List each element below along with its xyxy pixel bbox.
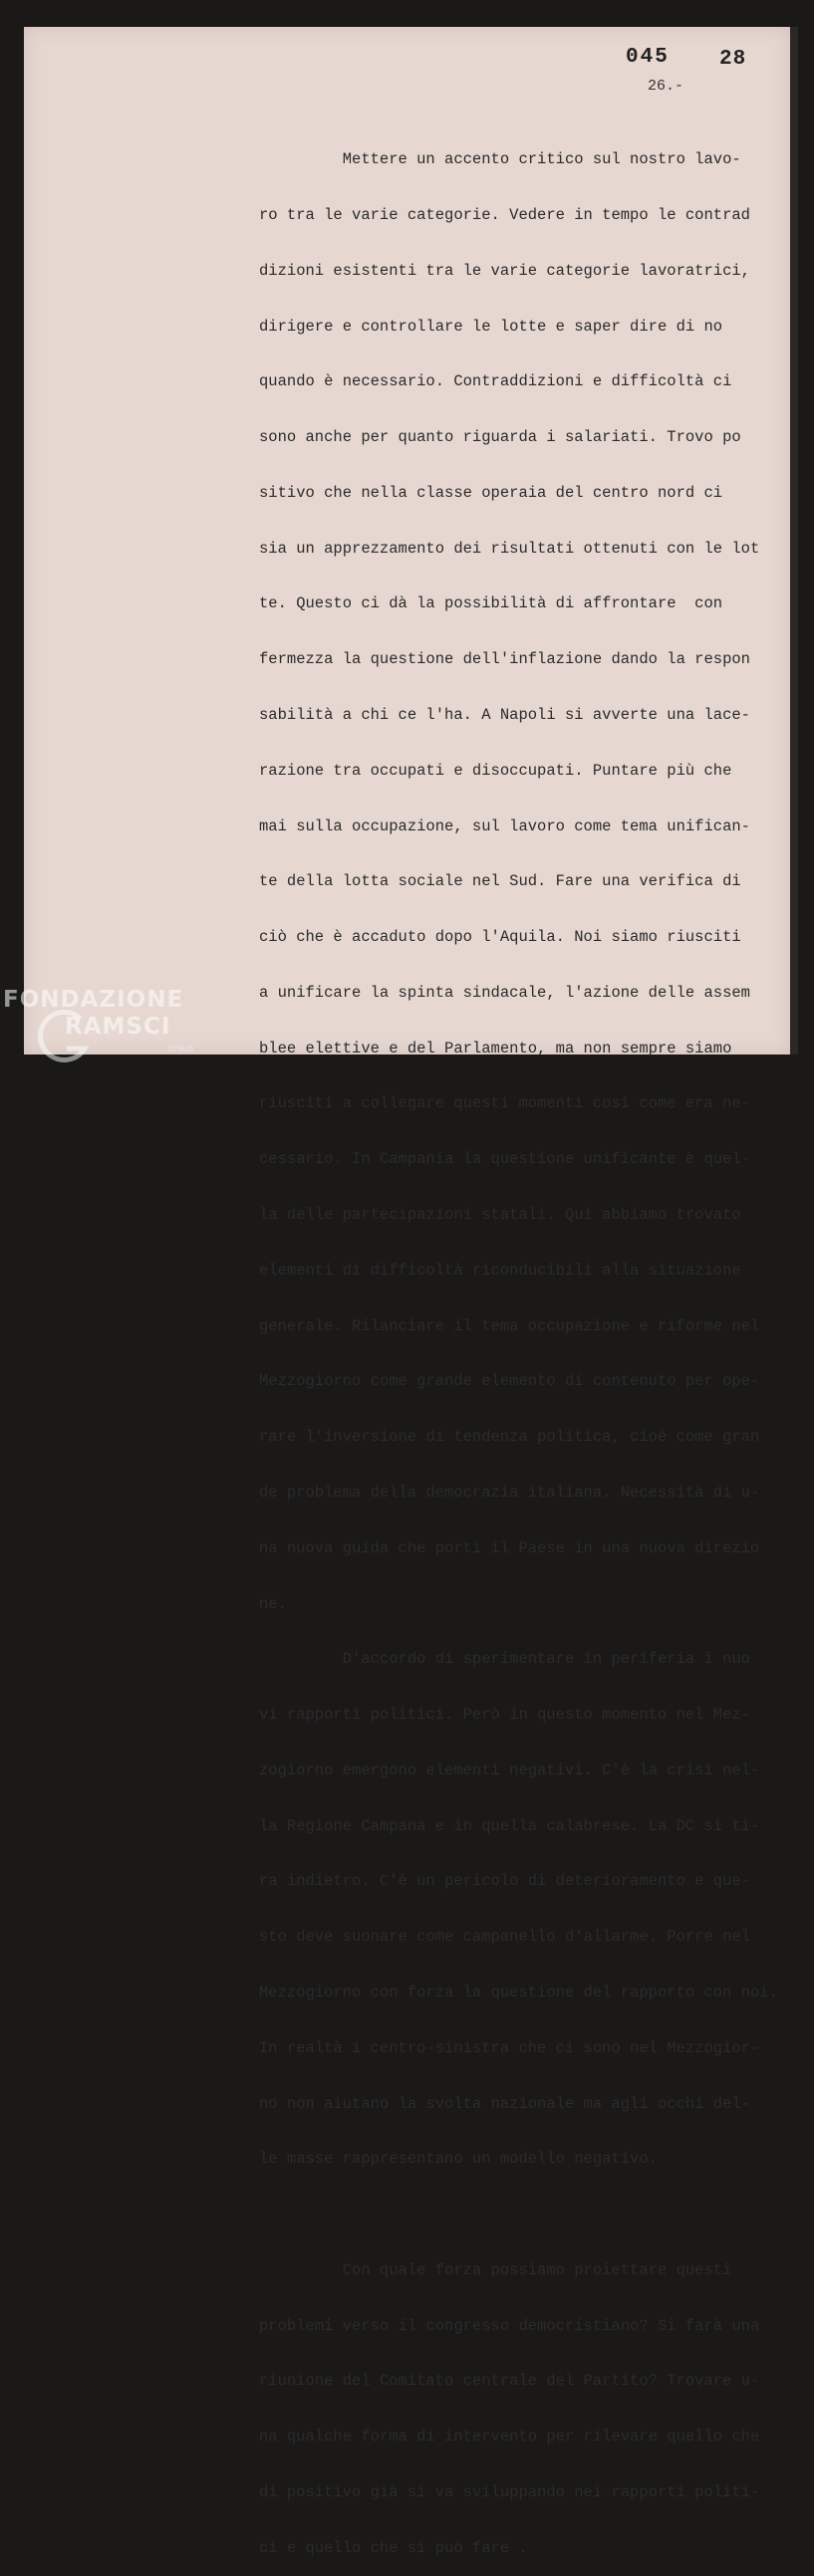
text-line: vi rapporti politici. Però in questo momento nel Mez- (259, 1706, 750, 1725)
text-line: la Regione Campana e in quella calabrese. La DC si ti- (259, 1816, 760, 1835)
text-line: na nuova guida che porti il Paese in una nuova direzio (259, 1538, 760, 1557)
text-line: riunione del Comitato centrale del Partito? Trovare u- (259, 2372, 760, 2391)
text-line: sto deve suonare come campanello d'allarme. Porre nel (259, 1928, 750, 1947)
text-line: sabilità a chi ce l'ha. A Napoli si avverte una lace- (259, 706, 750, 724)
text-line: blee elettive e del Parlamento, ma non sempre siamo (259, 1039, 732, 1057)
text-line: ro tra le varie categorie. Vedere in tempo le contrad (259, 205, 750, 224)
watermark-line2: RAMSCI (65, 1014, 171, 1040)
text-line: Con quale forza possiamo proiettare questi (259, 2260, 732, 2279)
page-edge (790, 27, 798, 1054)
text-line: ra indietro. C'è un pericolo di deterioramento e que- (259, 1872, 750, 1891)
text-line: na qualche forma di intervento per rilevare quello che (259, 2428, 760, 2447)
text-line: D'accordo di sperimentare in periferia i nuo (259, 1650, 750, 1669)
text-line: generale. Rilanciare il tema occupazione e riforme nel (259, 1316, 760, 1335)
text-line: Mettere un accento critico sul nostro lavo- (259, 150, 741, 169)
text-line: te della lotta sociale nel Sud. Fare una verifica di (259, 872, 741, 891)
text-line: ne. (259, 1594, 287, 1613)
text-line: sono anche per quanto riguarda i salariati. Trovo po (259, 428, 741, 447)
text-line: dizioni esistenti tra le varie categorie lavoratrici, (259, 261, 750, 280)
text-line: elementi di difficoltà riconducibili alla situazione (259, 1261, 741, 1280)
text-line: razione tra occupati e disoccupati. Puntare più che (259, 761, 732, 780)
fondazione-gramsci-watermark (3, 987, 212, 1066)
text-line: dirigere e controllare le lotte e saper dire di no (259, 317, 723, 336)
typed-body-text (259, 114, 787, 2576)
text-line: sia un apprezzamento dei risultati ottenuti con le lot (259, 539, 760, 558)
text-line: Mezzogiorno come grande elemento di contenuto per ope- (259, 1372, 760, 1391)
text-line: mai sulla occupazione, sul lavoro come tema unifican- (259, 817, 750, 835)
text-line: quando è necessario. Contraddizioni e difficoltà ci (259, 372, 732, 391)
text-line: ciò che è accaduto dopo l'Aquila. Noi siamo riusciti (259, 928, 741, 947)
text-line: ci e quello che si può fare . (259, 2538, 528, 2557)
text-line: riusciti a collegare questi momenti così come era ne- (259, 1094, 750, 1113)
text-line: rare l'inversione di tendenza politica, cioè come gran (259, 1428, 760, 1447)
text-line: le masse rappresentano un modello negativo. (259, 2150, 658, 2169)
text-line: Mezzogiorno con forza la questione del rapporto con noi. (259, 1983, 778, 2001)
text-line: sitivo che nella classe operaia del centro nord ci (259, 483, 723, 502)
page-number: 26.- (648, 78, 684, 95)
watermark-sub: onlus (167, 1044, 194, 1054)
watermark-line1: FONDAZIONE (3, 987, 184, 1013)
text-line: problemi verso il congresso democristiano? Si farà una (259, 2316, 760, 2335)
text-line: zogiorno emergono elementi negativi. C'è la crisi nel- (259, 1760, 760, 1779)
paragraph-gap (259, 2206, 787, 2225)
text-line: de problema della democrazia italiana. Necessità di u- (259, 1483, 760, 1502)
text-line: fermezza la questione dell'inflazione dando la respon (259, 650, 750, 669)
text-line: cessario. In Campania la questione unificante è quel- (259, 1150, 750, 1169)
text-line: te. Questo ci dà la possibilità di affrontare con (259, 594, 723, 613)
text-line: la delle partecipazioni statali. Qui abbiamo trovato (259, 1206, 741, 1225)
archive-number: 045 (626, 46, 670, 69)
text-line: In realtà i centro-sinistra che ci sono nel Mezzogior- (259, 2038, 760, 2057)
text-line: a unificare la spinta sindacale, l'azione delle assem (259, 983, 750, 1002)
text-line: di positivo già si va sviluppando nei rapporti politi- (259, 2483, 760, 2501)
folio-number: 28 (719, 48, 747, 71)
text-line: no non aiutano la svolta nazionale ma agli occhi del- (259, 2094, 750, 2113)
